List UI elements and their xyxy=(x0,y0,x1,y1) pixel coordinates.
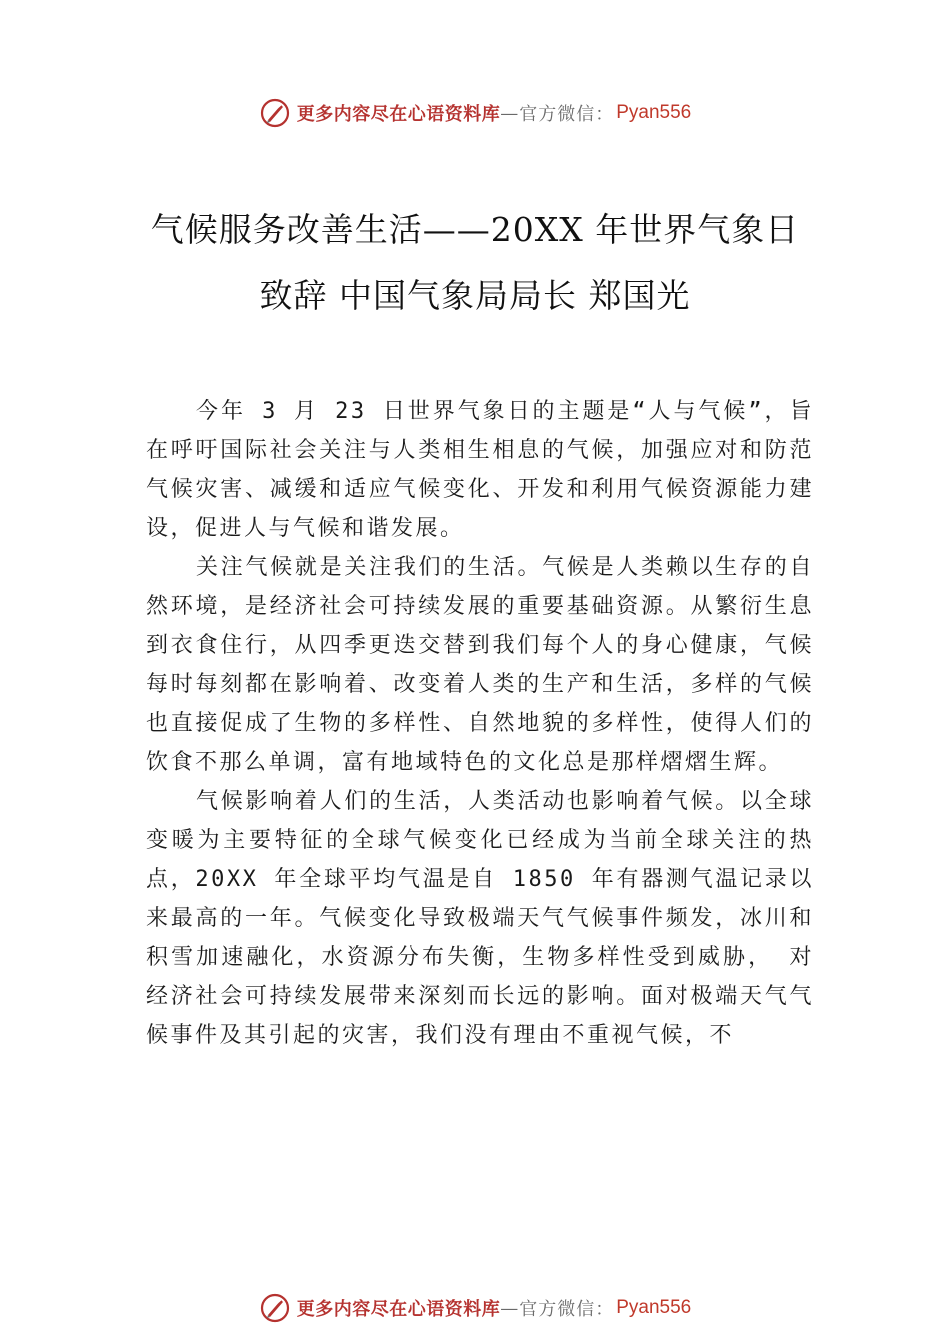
footer-wechat-id: Pyan556 xyxy=(616,1297,692,1318)
footer-separator: — xyxy=(500,1297,520,1319)
banner-brand-text: 更多内容尽在心语资料库 xyxy=(296,104,501,125)
footer-wechat-label: 官方微信： xyxy=(519,1299,615,1320)
document-title-line2: 致辞 中国气象局局长 郑国光 xyxy=(259,276,691,315)
header-banner xyxy=(0,93,950,133)
footer-banner xyxy=(0,1288,950,1328)
banner-wechat-label: 官方微信： xyxy=(519,104,615,125)
banner-wechat-id: Pyan556 xyxy=(616,102,692,123)
footer-brand-text: 更多内容尽在心语资料库 xyxy=(296,1299,501,1320)
paragraph-1: 今年 3 月 23 日世界气象日的主题是“人与气候”，旨在呼吁国际社会关注与人类相生相息的气候，加强应对和防范气候灾害、减缓和适应气候变化、开发和利用气候资源能力建设，促进人与气候和谐发展。 xyxy=(146,399,814,541)
quill-pen-logo-icon xyxy=(259,1292,291,1324)
document-body xyxy=(146,392,814,1055)
quill-pen-logo-icon xyxy=(259,97,291,129)
document-title-line1: 气候服务改善生活——20XX 年世界气象日 xyxy=(150,210,800,249)
banner-separator: — xyxy=(500,102,520,124)
paragraph-2: 关注气候就是关注我们的生活。气候是人类赖以生存的自然环境，是经济社会可持续发展的重要基础资源。从繁衍生息到衣食住行，从四季更迭交替到我们每个人的身心健康，气候每时每刻都在影响着、改变着人类的生产和生活，多样的气候也直接促成了生物的多样性、自然地貌的多样性，使得人们的饮食不那么单调，富有地域特色的文化总是那样熠熠生辉。 xyxy=(146,555,814,775)
paragraph-3: 气候影响着人们的生活，人类活动也影响着气候。以全球变暖为主要特征的全球气候变化已经成为当前全球关注的热点，20XX 年全球平均气温是自 1850 年有器测气温记录以来最高的一年。气候变化导致极端天气气候事件频发，冰川和积雪加速融化，水资源分布失衡，生物多样性受到威胁， 对经济社会可持续发展带来深刻而长远的影响。面对极端天气气候事件及其引起的灾害，我们没有理由不重视气候，不 xyxy=(146,789,814,1048)
